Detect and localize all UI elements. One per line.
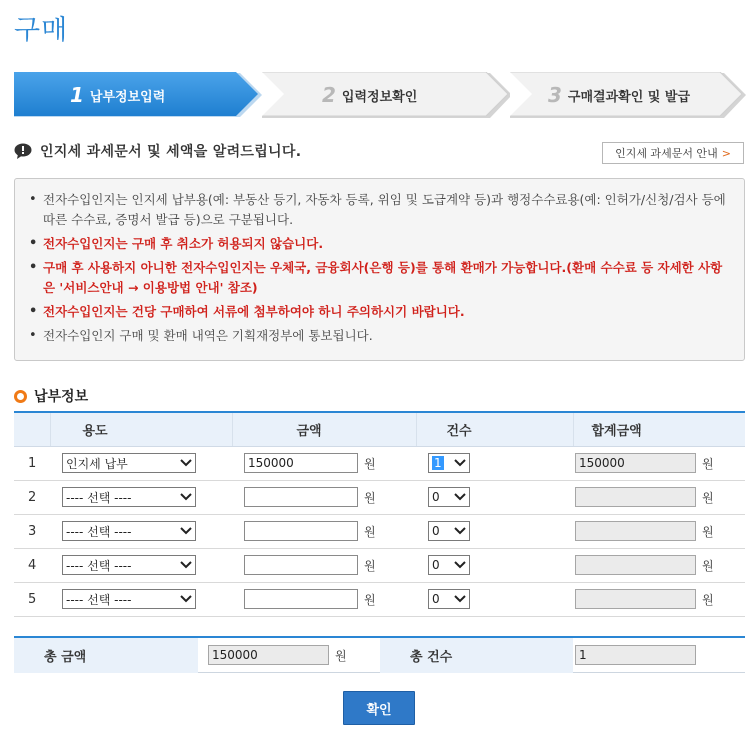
- unit-label: 원: [702, 524, 714, 539]
- row-index: 4: [14, 548, 50, 582]
- payment-table: [14, 411, 745, 617]
- col-header-purpose: 용도: [50, 412, 232, 446]
- chevron-down-icon: [454, 526, 466, 536]
- count-select-value: 0: [432, 592, 440, 606]
- unit-label: 원: [364, 524, 376, 539]
- amount-cell: [232, 446, 416, 480]
- purpose-select-value: ---- 선택 ----: [66, 558, 132, 573]
- table-row: [14, 548, 745, 582]
- step-1: [14, 72, 264, 118]
- sum-field: 150000: [575, 453, 696, 473]
- purpose-cell: [50, 446, 232, 480]
- page-title: 구매: [14, 15, 69, 46]
- unit-label: 원: [702, 592, 714, 607]
- table-row: [14, 446, 745, 480]
- amount-input[interactable]: [244, 521, 358, 541]
- col-header-count: 건수: [416, 412, 573, 446]
- amount-input[interactable]: [244, 487, 358, 507]
- step-number: 3: [548, 83, 562, 107]
- purpose-select[interactable]: [62, 521, 196, 541]
- sum-field: [575, 555, 696, 575]
- amount-cell: [232, 582, 416, 616]
- count-select[interactable]: [428, 453, 470, 473]
- row-index: 2: [14, 480, 50, 514]
- sum-cell: [573, 514, 745, 548]
- unit-label: 원: [364, 558, 376, 573]
- sum-field: [575, 487, 696, 507]
- notice-item-warning: • 전자수입인지는 건당 구매하여 서류에 첨부하여야 하니 주의하시기 바랍니다.: [29, 302, 730, 322]
- table-header-row: [14, 412, 745, 446]
- step-2: [262, 72, 512, 118]
- info-heading: [14, 141, 301, 161]
- row-index: 1: [14, 446, 50, 480]
- purpose-select[interactable]: [62, 487, 196, 507]
- total-count-label: 총 건수: [380, 638, 573, 673]
- count-select-value: 1: [434, 456, 442, 470]
- count-cell: [416, 514, 573, 548]
- notice-item: • 전자수입인지는 인지세 납부용(예: 부동산 등기, 자동차 등록, 위임 및 도급계약 등)과 행정수수료용(예: 인허가/신청/검사 등에 따른 수수료, 증명서 발급 등)으로 구분됩니다.: [29, 190, 730, 230]
- chevron-down-icon: [180, 526, 192, 536]
- chevron-down-icon: [180, 594, 192, 604]
- amount-input[interactable]: 150000: [244, 453, 358, 473]
- step-label: 입력정보확인: [341, 89, 418, 105]
- count-select-value: 0: [432, 490, 440, 504]
- step-label: 구매결과확인 및 발급: [567, 89, 690, 105]
- chevron-down-icon: [454, 594, 466, 604]
- section-heading: [14, 386, 88, 406]
- totals-bar: [14, 636, 745, 673]
- total-amount-cell: [198, 638, 380, 673]
- amount-input[interactable]: [244, 589, 358, 609]
- count-select[interactable]: [428, 555, 470, 575]
- purpose-select-value: ---- 선택 ----: [66, 592, 132, 607]
- row-index: 3: [14, 514, 50, 548]
- total-amount-field: 150000: [208, 645, 329, 665]
- sum-field: [575, 521, 696, 541]
- count-select[interactable]: [428, 521, 470, 541]
- chevron-right-icon: >: [721, 146, 731, 160]
- row-index: 5: [14, 582, 50, 616]
- chevron-down-icon: [180, 560, 192, 570]
- amount-cell: [232, 480, 416, 514]
- purpose-select-value: ---- 선택 ----: [66, 524, 132, 539]
- unit-label: 원: [702, 456, 714, 471]
- sum-cell: [573, 446, 745, 480]
- info-heading-text: 인지세 과세문서 및 세액을 알려드립니다.: [40, 144, 302, 160]
- table-row: [14, 514, 745, 548]
- purpose-cell: [50, 548, 232, 582]
- sum-cell: [573, 480, 745, 514]
- chevron-down-icon: [454, 560, 466, 570]
- total-count-field: 1: [575, 645, 696, 665]
- purpose-select[interactable]: [62, 555, 196, 575]
- purpose-select-value: ---- 선택 ----: [66, 490, 132, 505]
- chevron-down-icon: [454, 492, 466, 502]
- col-header-index: [14, 412, 50, 446]
- count-select[interactable]: [428, 487, 470, 507]
- notice-item-warning: • 구매 후 사용하지 아니한 전자수입인지는 우체국, 금융회사(은행 등)를 통해 환매가 가능합니다.(환매 수수료 등 자세한 사항은 '서비스안내 → 이용방법 안내' 참조): [29, 258, 730, 298]
- sum-cell: [573, 548, 745, 582]
- count-select-value: 0: [432, 558, 440, 572]
- purpose-select[interactable]: [62, 453, 196, 473]
- guide-button-label: 인지세 과세문서 안내: [615, 147, 718, 160]
- unit-label: 원: [364, 456, 376, 471]
- purpose-cell: [50, 480, 232, 514]
- chevron-down-icon: [454, 458, 466, 468]
- stamp-tax-guide-button[interactable]: [602, 142, 744, 164]
- amount-cell: [232, 514, 416, 548]
- unit-label: 원: [702, 490, 714, 505]
- step-number: 1: [70, 83, 84, 107]
- section-title: 납부정보: [34, 389, 89, 405]
- table-row: [14, 582, 745, 616]
- purpose-select-value: 인지세 납부: [66, 456, 128, 471]
- sum-field: [575, 589, 696, 609]
- chevron-down-icon: [180, 458, 192, 468]
- notice-item: • 전자수입인지 구매 및 환매 내역은 기획재정부에 통보됩니다.: [29, 326, 730, 346]
- amount-input[interactable]: [244, 555, 358, 575]
- confirm-button[interactable]: 확인: [343, 691, 415, 725]
- count-cell: [416, 480, 573, 514]
- progress-steps: [14, 72, 744, 120]
- unit-label: 원: [335, 648, 347, 663]
- count-cell: [416, 548, 573, 582]
- step-number: 2: [322, 83, 336, 107]
- unit-label: 원: [364, 592, 376, 607]
- count-select[interactable]: [428, 589, 470, 609]
- col-header-sum: 합계금액: [573, 412, 745, 446]
- count-cell: [416, 446, 573, 480]
- chevron-down-icon: [180, 492, 192, 502]
- total-amount-label: 총 금액: [14, 638, 198, 673]
- col-header-amount: 금액: [232, 412, 416, 446]
- notice-item-warning: • 전자수입인지는 구매 후 취소가 허용되지 않습니다.: [29, 234, 730, 254]
- table-row: [14, 480, 745, 514]
- step-label: 납부정보입력: [89, 89, 166, 105]
- speech-bubble-icon: [14, 143, 32, 159]
- count-cell: [416, 582, 573, 616]
- purpose-select[interactable]: [62, 589, 196, 609]
- amount-cell: [232, 548, 416, 582]
- count-select-value: 0: [432, 524, 440, 538]
- unit-label: 원: [702, 558, 714, 573]
- step-3: [510, 72, 746, 118]
- sum-cell: [573, 582, 745, 616]
- purpose-cell: [50, 582, 232, 616]
- bullet-circle-icon: [14, 390, 27, 403]
- purpose-cell: [50, 514, 232, 548]
- total-count-cell: [573, 638, 745, 673]
- unit-label: 원: [364, 490, 376, 505]
- notice-box: [14, 178, 745, 361]
